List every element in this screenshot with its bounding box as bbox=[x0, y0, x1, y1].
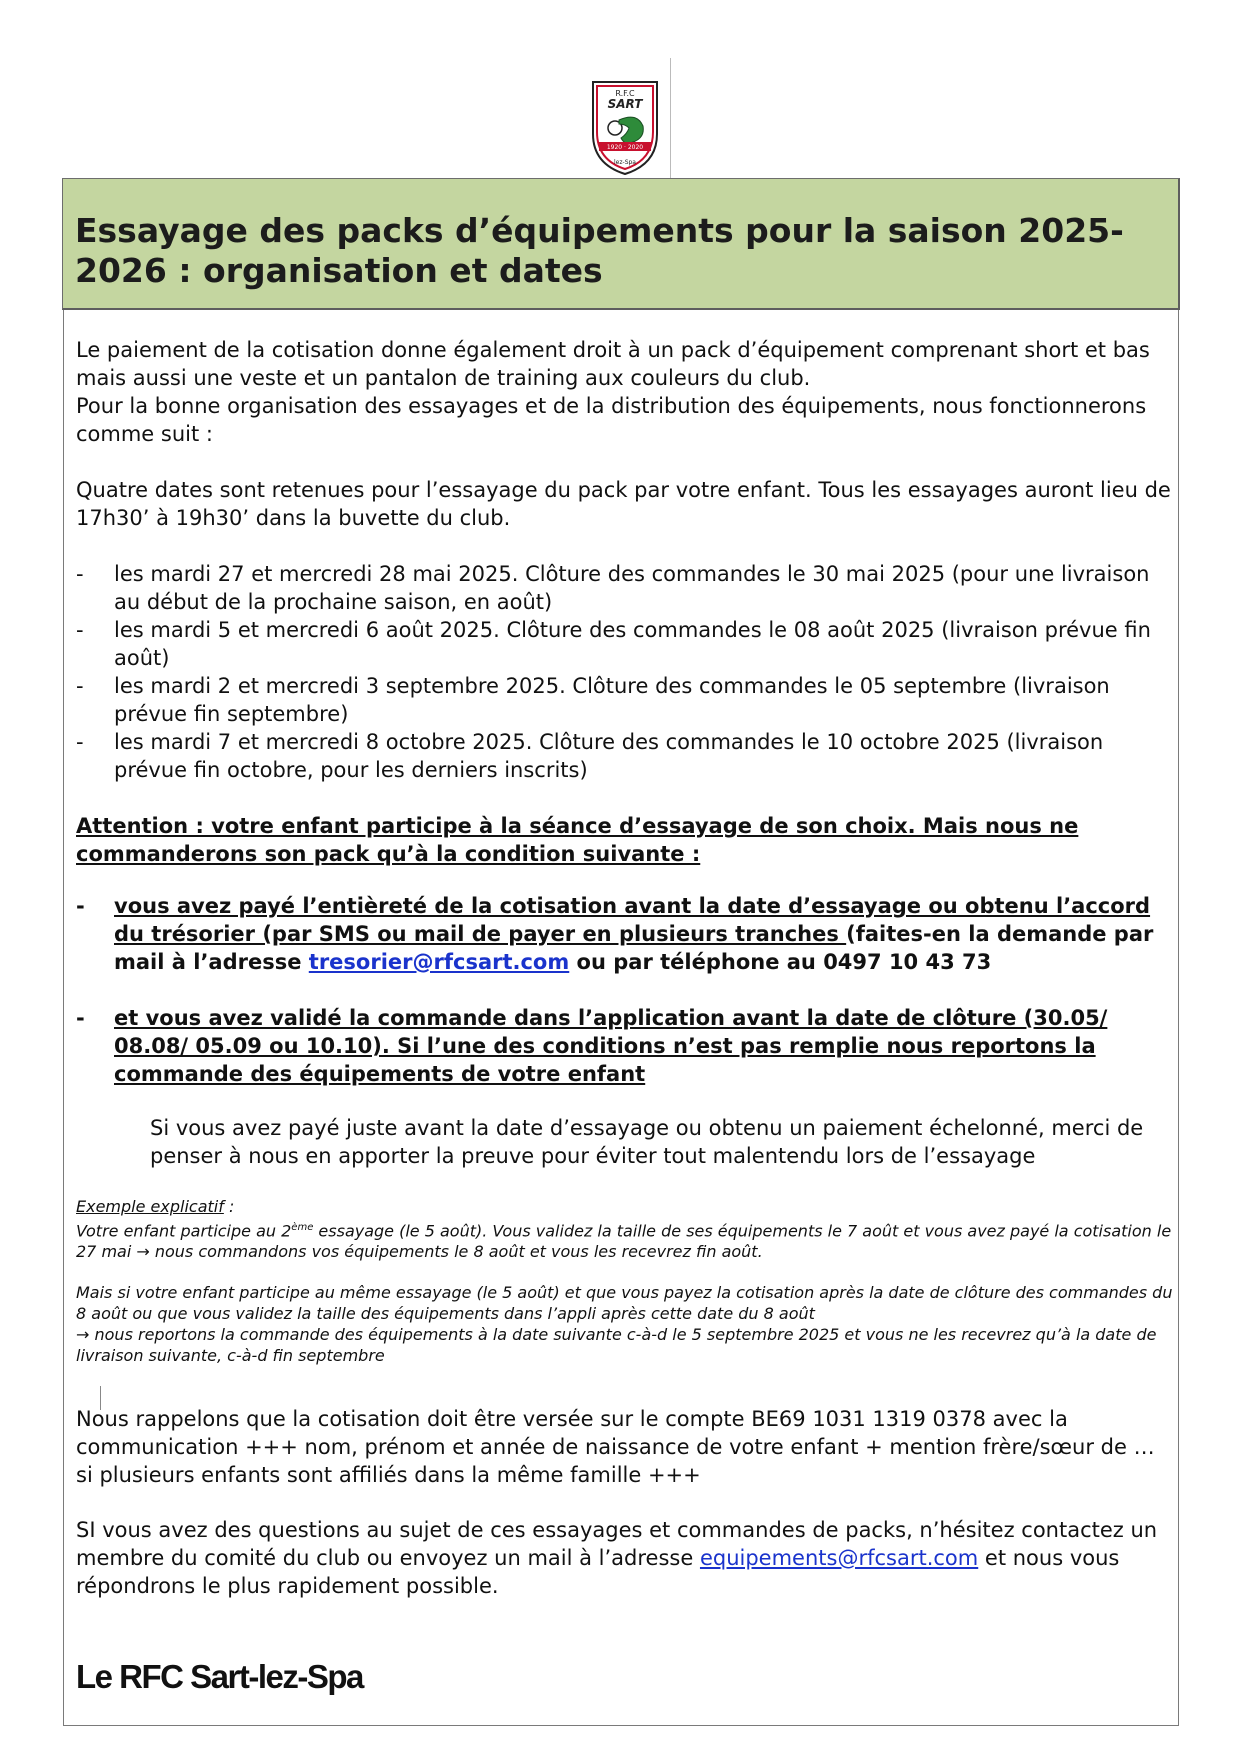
svg-text:SART: SART bbox=[607, 97, 643, 111]
conditions-list bbox=[76, 892, 1176, 1088]
date-item: - les mardi 2 et mercredi 3 septembre 2025. Clôture des commandes le 05 septembre (livraison prévue fin septembre) bbox=[76, 674, 1110, 726]
treasurer-email-link[interactable]: tresorier@rfcsart.com bbox=[308, 950, 570, 974]
page-title: Essayage des packs d’équipements pour la saison 2025-2026 : organisation et dates bbox=[75, 211, 1124, 290]
dates-list bbox=[76, 560, 1176, 784]
svg-text:1920 · 2020: 1920 · 2020 bbox=[606, 144, 644, 151]
example-paragraph-3: → nous reportons la commande des équipements à la date suivante c-à-d le 5 septembre 2025 et vous ne les recevrez qu’à la date de livraison suivante, c-à-d fin septembre bbox=[76, 1325, 1157, 1366]
list-dash: - bbox=[76, 730, 84, 754]
attention-notice: Attention : votre enfant participe à la séance d’essayage de son choix. Mais nous ne commanderons son pack qu’à la condition suivante : bbox=[76, 814, 1079, 866]
list-dash: - bbox=[76, 674, 84, 698]
condition-validation: - et vous avez validé la commande dans l’application avant la date de clôture (30.05/ 08.08/ 05.09 ou 10.10). Si l’une des conditions n’est pas remplie nous reportons la commande des équipements de votre enfant bbox=[76, 1006, 1108, 1086]
date-item: - les mardi 5 et mercredi 6 août 2025. Clôture des commandes le 08 août 2025 (livraison prévue fin août) bbox=[76, 618, 1151, 670]
club-logo-crest bbox=[585, 76, 665, 176]
payment-reminder: Nous rappelons que la cotisation doit être versée sur le compte BE69 1031 1319 0378 avec la communication +++ nom, prénom et année de naissance de votre enfant + mention frère/sœur de … si plusieurs enfants sont affiliés dans la même famille +++ bbox=[76, 1407, 1155, 1487]
svg-text:lez-Spa: lez-Spa bbox=[614, 159, 636, 166]
condition-payment: - vous avez payé l’entièreté de la cotisation avant la date d’essayage ou obtenu l’accord du trésorier (par SMS ou mail de payer en plusieurs tranches (faites-en la demande par mail à l’adresse tresorier@rfcsart.com ou par téléphone au 0497 10 43 73 bbox=[76, 894, 1154, 974]
list-dash: - bbox=[76, 894, 85, 918]
intro-paragraph-1: Le paiement de la cotisation donne également droit à un pack d’équipement comprenant short et bas mais aussi une veste et un pantalon de training aux couleurs du club. bbox=[76, 338, 1150, 390]
example-heading: Exemple explicatif bbox=[76, 1197, 224, 1216]
intro-paragraph-2: Pour la bonne organisation des essayages et de la distribution des équipements, nous fonctionnerons comme suit : bbox=[76, 394, 1147, 446]
list-dash: - bbox=[76, 618, 84, 642]
logo-divider-line bbox=[670, 58, 671, 178]
list-dash: - bbox=[76, 1006, 85, 1030]
equipment-email-link[interactable]: equipements@rfcsart.com bbox=[699, 1546, 979, 1570]
list-dash: - bbox=[76, 562, 84, 586]
date-item: - les mardi 7 et mercredi 8 octobre 2025. Clôture des commandes le 10 octobre 2025 (livraison prévue fin octobre, pour les derniers inscrits) bbox=[76, 730, 1104, 782]
date-item: - les mardi 27 et mercredi 28 mai 2025. Clôture des commandes le 30 mai 2025 (pour une livraison au début de la prochaine saison, en août) bbox=[76, 562, 1150, 614]
example-paragraph-1: Votre enfant participe au 2ème essayage (le 5 août). Vous validez la taille de ses équipements le 7 août et vous avez payé la cotisation le 27 mai → nous commandons vos équipements le 8 août et vous les recevrez fin août. bbox=[76, 1221, 1172, 1262]
svg-text:R.F.C: R.F.C bbox=[615, 89, 635, 98]
proof-note: Si vous avez payé juste avant la date d’essayage ou obtenu un paiement échelonné, merci de penser à nous en apporter la preuve pour éviter tout malentendu lors de l’essayage bbox=[150, 1116, 1144, 1168]
club-signature: Le RFC Sart-lez-Spa bbox=[76, 1658, 363, 1695]
dates-intro: Quatre dates sont retenues pour l’essayage du pack par votre enfant. Tous les essayages auront lieu de 17h30’ à 19h30’ dans la buvette du club. bbox=[76, 478, 1171, 530]
example-paragraph-2: Mais si votre enfant participe au même essayage (le 5 août) et que vous payez la cotisation après la date de clôture des commandes du 8 août ou que vous validez la taille des équipements dans l’appli après cette date du 8 août bbox=[76, 1283, 1173, 1324]
contact-paragraph: SI vous avez des questions au sujet de ces essayages et commandes de packs, n’hésitez contactez un membre du comité du club ou envoyez un mail à l’adresse equipements@rfcsart.com et nous vous répondrons le plus rapidement possible. bbox=[76, 1518, 1158, 1598]
title-banner bbox=[62, 178, 1180, 310]
example-section: Exemple explicatif : Votre enfant participe au 2ème essayage (le 5 août). Vous validez la taille de ses équipements le 7 août et vous avez payé la cotisation le 27 mai → nous commandons vos équipements le 8 août et vous les recevrez fin août. Mais si votre enfant participe au même essayage (le 5 août) et que vous payez la cotisation après la date de clôture des commandes du 8 août ou que vous validez la taille des équipements dans l’appli après cette date du 8 août → nous reportons la commande des équipements à la date suivante c-à-d le 5 septembre 2025 et vous ne les recevrez qu’à la date de livraison suivante, c-à-d fin septembre bbox=[76, 1196, 1176, 1366]
intro-section bbox=[76, 336, 1176, 448]
